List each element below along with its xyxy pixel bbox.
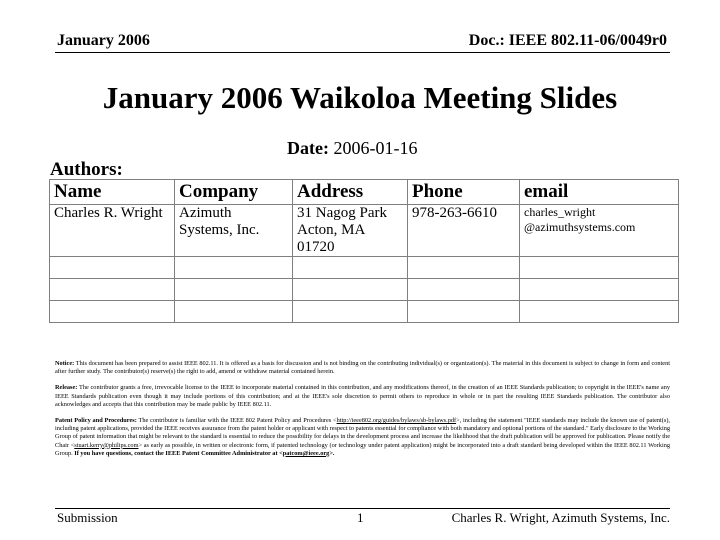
patent-contact-bold: If you have questions, contact the IEEE Patent Committee Administrator at <: [74, 449, 283, 457]
authors-table: [49, 179, 679, 323]
company-line-1: Azimuth: [179, 205, 232, 221]
footer-divider: [55, 508, 670, 509]
slide-title: January 2006 Waikoloa Meeting Slides: [102, 80, 618, 115]
patent-text-3: > as early as possible, in written or electronic form, if patented technology (or technology under patent application) might be incorporated into a draft standard being developed within the IEEE 802.11 Working Group.: [55, 441, 670, 457]
authors-label: Authors:: [50, 159, 123, 180]
release-text: The contributor grants a free, irrevocable license to the IEEE to incorporate material contained in this contribution, and any modifications thereof, in the creation of an IEEE Standards publication; to copyright in the IEEE's name any IEEE Standards publication even though it may include portions of this contribution; and at the IEEE's sole discretion to permit others to reproduce in whole or in part the resulting IEEE Standards publication. The contributor also acknowledges and accepts that this contribution may be made public by IEEE 802.11.: [55, 384, 670, 408]
release-label: Release:: [55, 384, 78, 392]
notice-label: Notice:: [55, 360, 75, 367]
chair-email-link[interactable]: stuart.kerry@philips.com: [74, 441, 139, 449]
column-header-address: Address: [293, 180, 408, 205]
email-line-1: charles_wright: [524, 205, 596, 219]
header-date: January 2006: [57, 32, 150, 49]
column-header-email: email: [520, 180, 679, 205]
date-value: 2006-01-16: [333, 138, 418, 158]
table-row-empty: [50, 257, 679, 279]
column-header-phone: Phone: [408, 180, 520, 205]
patent-text-1: The contributor is familiar with the IEEE 802 Patent Policy and Procedures <: [138, 417, 337, 425]
author-name: Charles R. Wright: [50, 205, 175, 257]
author-company: [175, 205, 293, 257]
company-line-2: Systems, Inc.: [179, 222, 260, 238]
footer-author: Charles R. Wright, Azimuth Systems, Inc.: [451, 510, 670, 525]
date-label: Date:: [287, 138, 329, 158]
admin-email-link[interactable]: patcom@ieee.org: [282, 449, 330, 457]
column-header-name: Name: [50, 180, 175, 205]
page-number: 1: [357, 510, 364, 525]
author-email: [520, 205, 679, 257]
table-row-empty: [50, 279, 679, 301]
header-doc-id: Doc.: IEEE 802.11-06/0049r0: [468, 32, 667, 49]
notice-paragraph: [55, 360, 670, 376]
patent-text-2: >, including the statement "IEEE standards may include the known use of patent(s), including patent applications, provided the IEEE receives assurance from the patent holder or applicant with respect to patents essential for compliance with both mandatory and optional portions of the standard." Early disclosure to the Working Group of patent information that might be relevant to the standard is essential to reduce the possibility for delays in the development process and increase the likelihood that the draft publication will be approved for publication. Please notify the Chair <: [55, 417, 671, 449]
address-line-1: 31 Nagog Park: [297, 205, 387, 221]
column-header-company: Company: [175, 180, 293, 205]
address-line-2: Acton, MA 01720: [297, 222, 365, 255]
notice-block: [55, 360, 670, 466]
header-divider: [55, 52, 670, 53]
email-line-2: @azimuthsystems.com: [524, 220, 636, 234]
date-line: [287, 138, 417, 159]
patent-end: >.: [329, 449, 335, 457]
release-paragraph: [55, 384, 670, 409]
footer-submission: Submission: [57, 510, 118, 525]
patent-policy-link[interactable]: http://ieee802.org/guides/bylaws/sb-bylaws.pdf: [336, 417, 457, 425]
table-row: [50, 205, 679, 257]
author-phone: 978-263-6610: [408, 205, 520, 257]
patent-label: Patent Policy and Procedures:: [55, 417, 137, 425]
patent-paragraph: [55, 417, 670, 458]
author-address: [293, 205, 408, 257]
table-header-row: [50, 180, 679, 205]
notice-text: This document has been prepared to assist IEEE 802.11. It is offered as a basis for discussion and is not binding on the contributing individual(s) or organization(s). The material in this document is subject to change in form and content after further study. The contributor(s) reserve(s) the right to add, amend or withdraw material contained herein.: [55, 360, 670, 376]
table-row-empty: [50, 301, 679, 323]
